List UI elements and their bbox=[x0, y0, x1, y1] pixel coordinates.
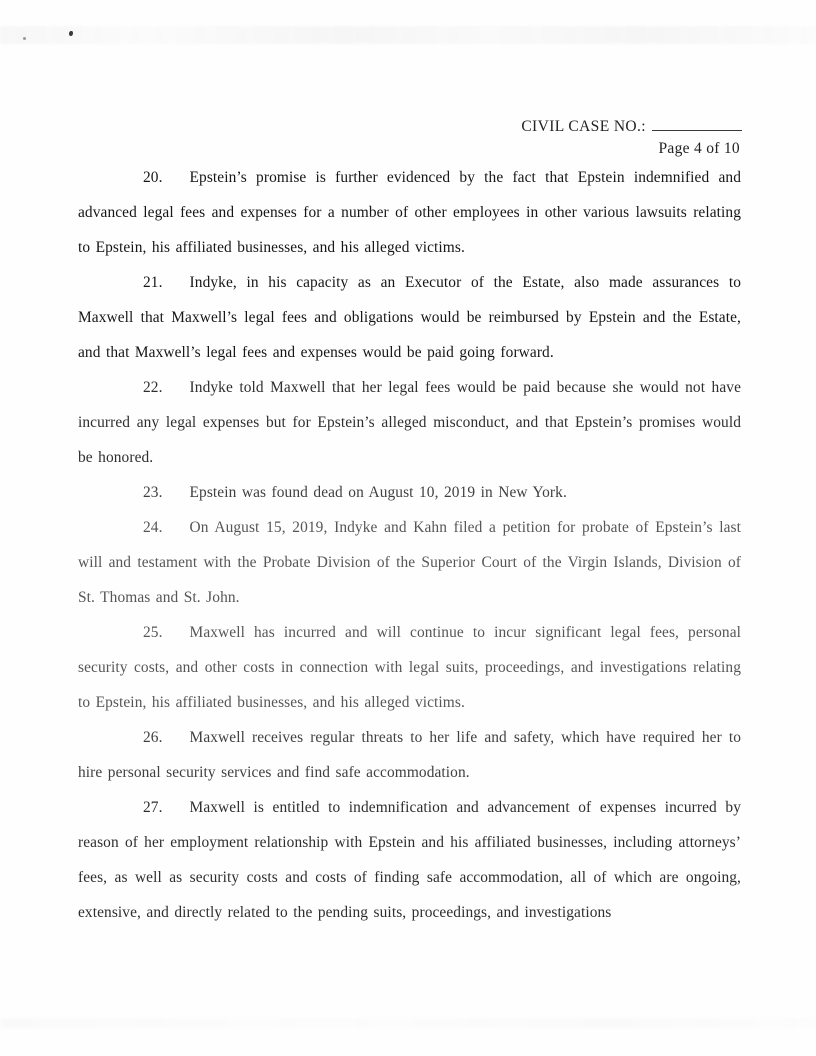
paragraph-number: 23. bbox=[143, 484, 163, 501]
paragraph-text: Indyke told Maxwell that her legal fees would be paid because she would not have incurred any legal expenses but for Epstein’s alleged misconduct, and that Epstein’s promises would be honored. bbox=[78, 379, 741, 466]
paragraph-text: Epstein was found dead on August 10, 2019 in New York. bbox=[189, 484, 567, 501]
paragraph-27 bbox=[78, 790, 741, 930]
paragraph-text: Indyke, in his capacity as an Executor of the Estate, also made assurances to Maxwell that Maxwell’s legal fees and obligations would be reimbursed by Epstein and the Estate, and that Maxwell’s legal fees and expenses would be paid going forward. bbox=[78, 274, 741, 361]
paragraph-number: 26. bbox=[143, 729, 163, 746]
paragraph-text: Maxwell has incurred and will continue to incur significant legal fees, personal security costs, and other costs in connection with legal suits, proceedings, and investigations relating to Epstein, his affiliated businesses, and his alleged victims. bbox=[78, 624, 741, 711]
paragraph-21 bbox=[78, 265, 741, 370]
paragraph-24 bbox=[78, 510, 741, 615]
pleading-body bbox=[78, 160, 741, 930]
scan-noise-top bbox=[0, 26, 816, 44]
document-header bbox=[521, 117, 742, 159]
scan-speck bbox=[23, 37, 26, 40]
paragraph-text: Maxwell is entitled to indemnification and advancement of expenses incurred by reason of her employment relationship with Epstein and his affiliated businesses, including attorneys’ fees, as well as security costs and costs of finding safe accommodation, all of which are ongoing, extensive, and directly related to the pending suits, proceedings, and investigations bbox=[78, 799, 741, 921]
civil-case-number-blank bbox=[652, 117, 742, 131]
paragraph-text: On August 15, 2019, Indyke and Kahn filed a petition for probate of Epstein’s last will and testament with the Probate Division of the Superior Court of the Virgin Islands, Division of St. Thomas and St. John. bbox=[78, 519, 741, 606]
paragraph-number: 24. bbox=[143, 519, 163, 536]
civil-case-number-label: CIVIL CASE NO.: bbox=[521, 118, 646, 135]
paragraph-number: 21. bbox=[143, 274, 163, 291]
paragraph-number: 20. bbox=[143, 169, 163, 186]
paragraph-text: Maxwell receives regular threats to her life and safety, which have required her to hire personal security services and find safe accommodation. bbox=[78, 729, 741, 781]
paragraph-25 bbox=[78, 615, 741, 720]
scan-noise-bottom bbox=[0, 1018, 816, 1028]
civil-case-number-line bbox=[521, 117, 742, 137]
paragraph-22 bbox=[78, 370, 741, 475]
paragraph-26 bbox=[78, 720, 741, 790]
paragraph-20 bbox=[78, 160, 741, 265]
page-number: Page 4 of 10 bbox=[658, 140, 740, 157]
paragraph-number: 22. bbox=[143, 379, 163, 396]
paragraph-number: 27. bbox=[143, 799, 163, 816]
paragraph-number: 25. bbox=[143, 624, 163, 641]
paragraph-text: Epstein’s promise is further evidenced by the fact that Epstein indemnified and advanced legal fees and expenses for a number of other employees in other various lawsuits relating to Epstein, his affiliated businesses, and his alleged victims. bbox=[78, 169, 741, 256]
paragraph-23 bbox=[78, 475, 741, 510]
